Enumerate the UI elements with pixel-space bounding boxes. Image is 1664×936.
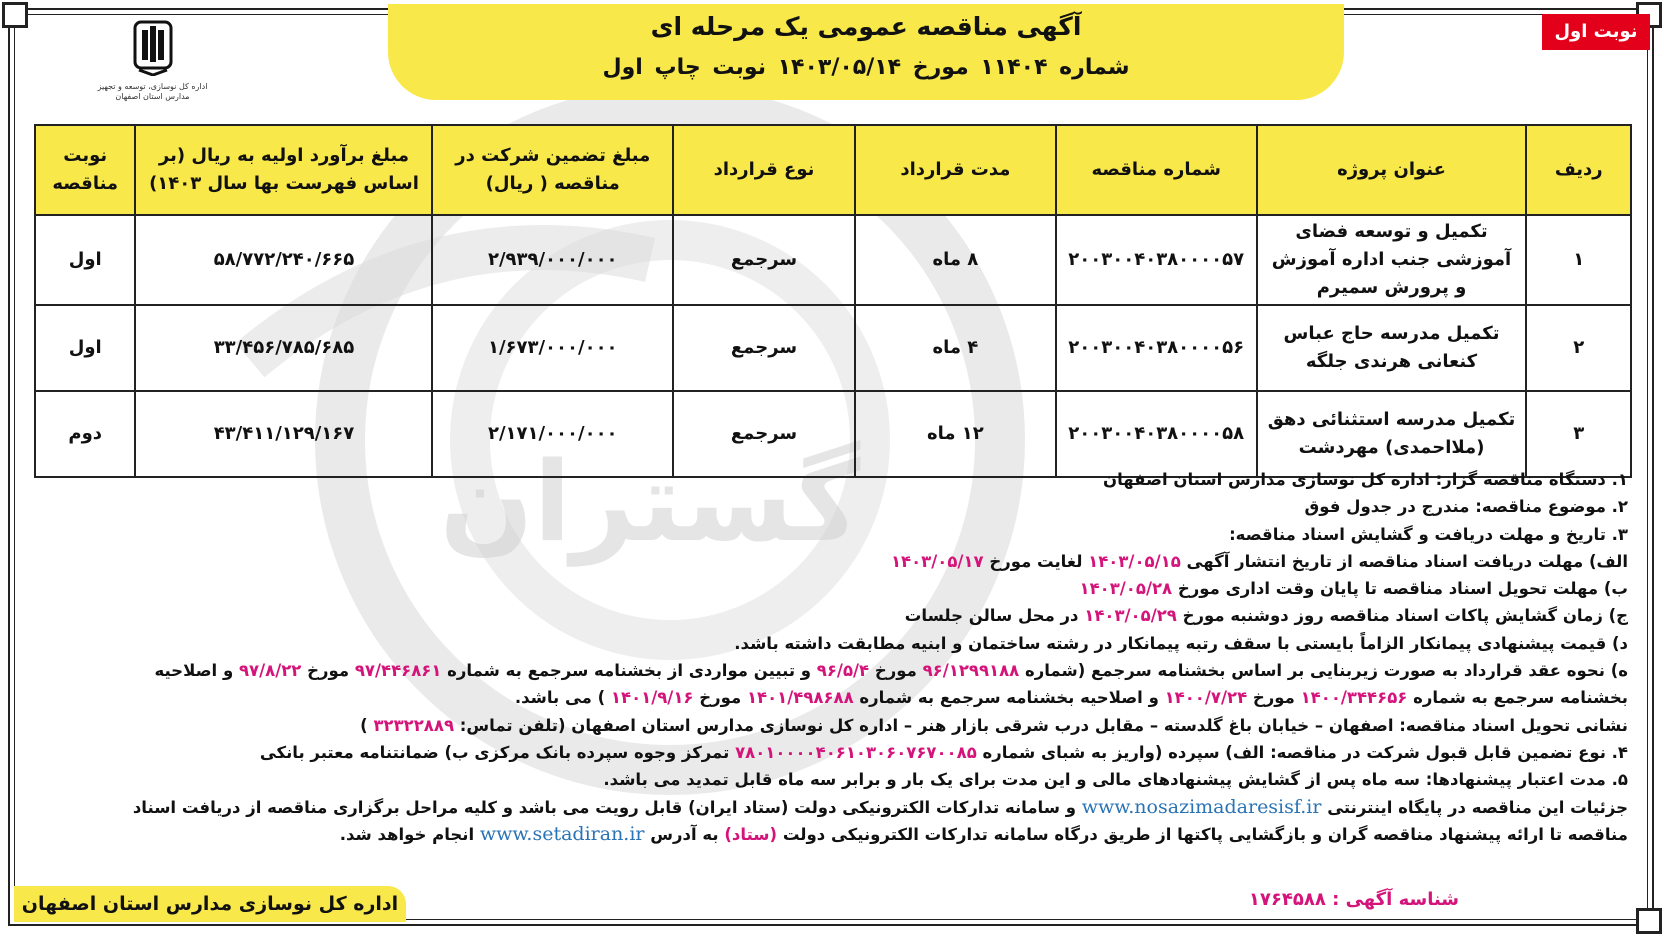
table-header-row: [35, 125, 1631, 215]
condition-price-limit: [36, 630, 1628, 657]
logo: [95, 18, 210, 118]
reference-number: ۱۴۰۱/۴۹۸۶۸۸: [746, 688, 854, 708]
condition-text: نشانی تحویل اسناد مناقصه: اصفهان – خیابان باغ گلدسته – مقابل درب شرقی بازار هنر – اداره کل نوسازی مدارس استان اصفهان (تلفن تماس:: [459, 715, 1628, 735]
cell-contract-type: سرجمع: [673, 215, 855, 305]
condition-text: و اصلاحیه: [154, 661, 234, 681]
setad-label: (ستاد): [724, 824, 778, 844]
header-guarantee: مبلغ تضمین شرکت در مناقصه ( ریال): [432, 125, 673, 215]
condition-text: لغایت مورخ: [989, 551, 1083, 571]
table-row: [35, 305, 1631, 391]
condition-guarantee-type: [36, 739, 1628, 766]
cell-guarantee: ۱/۶۷۳/۰۰۰/۰۰۰: [432, 305, 673, 391]
condition-contract-method: [36, 657, 1628, 684]
header-estimate: مبلغ برآورد اولیه به ریال (بر اساس فهرست بها سال ۱۴۰۳): [135, 125, 432, 215]
condition-text: ۴. نوع تضمین قابل قبول شرکت در مناقصه: الف) سپرده (واریز به شبای شماره: [982, 742, 1628, 762]
condition-text: مورخ: [874, 661, 917, 681]
condition-text: مناقصه تا ارائه پیشنهاد مناقصه گران و بازگشایی پاکتها از طریق درگاه سامانه تدارکات الکترونیکی دولت: [782, 824, 1628, 844]
date-value: ۱۴۰۳/۰۵/۲۸: [1079, 579, 1173, 599]
header-round: نوبت مناقصه: [35, 125, 135, 215]
condition-validity: [36, 766, 1628, 793]
reference-number: ۱۴۰۰/۳۴۴۶۵۶: [1300, 688, 1408, 708]
header-banner: [388, 4, 1344, 100]
condition-dates-heading: [36, 521, 1628, 548]
date-value: ۹۷/۸/۲۲: [238, 661, 302, 681]
cell-duration: ۸ ماه: [855, 215, 1056, 305]
cell-estimate: ۴۳/۴۱۱/۱۲۹/۱۶۷: [135, 391, 432, 477]
condition-text: و اصلاحیه بخشنامه سرجمع به شماره: [859, 688, 1159, 708]
condition-opening-time: [36, 602, 1628, 629]
cell-tender-number: ۲۰۰۳۰۰۴۰۳۸۰۰۰۰۵۷: [1056, 215, 1257, 305]
date-value: ۱۴۰۱/۹/۱۶: [610, 688, 694, 708]
watermark-text: گستران: [439, 438, 861, 566]
condition-text: و سامانه تدارکات الکترونیکی دولت (ستاد ایران) قابل رویت می باشد و کلیه مراحل برگزاری مناقصه از دریافت اسناد: [132, 797, 1076, 817]
condition-text: در محل سالن جلسات: [904, 606, 1079, 626]
ad-id-label: شناسه آگهی :: [1332, 889, 1459, 910]
tender-table: [34, 124, 1632, 478]
date-value: ۱۴۰۳/۰۵/۱۵: [1088, 551, 1181, 571]
condition-submit-deadline: [36, 575, 1628, 602]
condition-text: ج) زمان گشایش پاکات اسناد مناقصه روز دوشنبه مورخ: [1182, 606, 1628, 626]
ad-identifier: [1249, 889, 1459, 910]
table-row: [35, 391, 1631, 477]
cell-contract-type: سرجمع: [673, 391, 855, 477]
sheba-number: ۷۸۰۱۰۰۰۰۴۰۶۱۰۳۰۶۰۷۶۷۰۰۸۵: [735, 742, 977, 762]
condition-text: د) قیمت پیشنهادی پیمانکار الزاماً بایستی با سقف رتبه پیمانکار در رشته ساختمان و ابنیه مطابقت داشته باشد.: [734, 633, 1628, 653]
nosazi-website-link[interactable]: www.nosazimadaresisf.ir: [1081, 795, 1322, 818]
header-tender-number: شماره مناقصه: [1056, 125, 1257, 215]
cell-tender-number: ۲۰۰۳۰۰۴۰۳۸۰۰۰۰۵۶: [1056, 305, 1257, 391]
corner-ornament-bottom-right: [1636, 908, 1662, 934]
condition-text: ۳. تاریخ و مهلت دریافت و گشایش اسناد مناقصه:: [1229, 524, 1628, 544]
corner-ornament-top-left: [2, 2, 28, 28]
tender-number-line: شماره ۱۱۴۰۴ مورخ ۱۴۰۳/۰۵/۱۴ نوبت چاپ اول: [602, 55, 1130, 80]
table-row: [35, 215, 1631, 305]
cell-contract-type: سرجمع: [673, 305, 855, 391]
cell-duration: ۱۲ ماه: [855, 391, 1056, 477]
header-row-number: ردیف: [1526, 125, 1631, 215]
ad-id-value: ۱۷۶۴۵۸۸: [1248, 889, 1326, 910]
condition-setad-portal: [36, 821, 1628, 848]
cell-estimate: ۵۸/۷۷۲/۲۴۰/۶۶۵: [135, 215, 432, 305]
reference-number: ۹۶/۱۲۹۹۱۸۸: [922, 661, 1020, 681]
cell-row-number: ۱: [1526, 215, 1631, 305]
condition-text: تمرکز وجوه سپرده بانک مرکزی ب) ضمانتنامه معتبر بانکی: [259, 742, 730, 762]
condition-text: و تبیین مواردی از بخشنامه سرجمع به شماره: [447, 661, 812, 681]
cell-estimate: ۳۳/۴۵۶/۷۸۵/۶۸۵: [135, 305, 432, 391]
condition-subject: [36, 493, 1628, 520]
condition-text: مورخ: [307, 661, 350, 681]
condition-delivery-address: [36, 712, 1628, 739]
cell-project-title: تکمیل مدرسه استثنائی دهق (ملااحمدی) مهردشت: [1257, 391, 1527, 477]
cell-round: اول: [35, 215, 135, 305]
condition-text: ه) نحوه عقد قرارداد به صورت زیربنایی بر اساس بخشنامه سرجمع (شماره: [1025, 661, 1628, 681]
header-project-title: عنوان پروژه: [1257, 125, 1527, 215]
cell-guarantee: ۲/۹۳۹/۰۰۰/۰۰۰: [432, 215, 673, 305]
phone-number: ۳۲۳۲۲۸۸۹: [373, 715, 455, 735]
condition-text: ۲. موضوع مناقصه: مندرج در جدول فوق: [1304, 497, 1628, 517]
setad-website-link[interactable]: www.setadiran.ir: [479, 822, 645, 845]
condition-receive-deadline: [36, 548, 1628, 575]
cell-tender-number: ۲۰۰۳۰۰۴۰۳۸۰۰۰۰۵۸: [1056, 391, 1257, 477]
footer-organization: اداره کل نوسازی مدارس استان اصفهان: [14, 886, 406, 922]
condition-details-website: [36, 794, 1628, 821]
date-value: ۱۴۰۰/۷/۲۴: [1164, 688, 1248, 708]
date-value: ۹۶/۵/۴: [816, 661, 870, 681]
condition-text: ) می باشد.: [514, 688, 606, 708]
cell-row-number: ۲: [1526, 305, 1631, 391]
logo-caption: اداره کل نوسازی، توسعه و تجهیز مدارس استان اصفهان: [97, 82, 208, 101]
header-duration: مدت قرارداد: [855, 125, 1056, 215]
condition-text: مورخ: [1252, 688, 1295, 708]
condition-text: ۵. مدت اعتبار پیشنهادها: سه ماه پس از گشایش پیشنهادهای مالی و این مدت برای یک بار و برابر سه ماه قابل تمدید می باشد.: [603, 770, 1628, 790]
condition-text: مورخ: [699, 688, 742, 708]
cell-duration: ۴ ماه: [855, 305, 1056, 391]
tender-conditions: [36, 466, 1628, 848]
cell-round: دوم: [35, 391, 135, 477]
condition-text: ب) مهلت تحویل اسناد مناقصه تا پایان وقت اداری مورخ: [1177, 579, 1628, 599]
condition-organizer: [36, 466, 1628, 493]
date-value: ۱۴۰۳/۰۵/۱۷: [890, 551, 984, 571]
cell-project-title: تکمیل مدرسه حاج عباس کنعانی هرندی جلگه: [1257, 305, 1527, 391]
cell-round: اول: [35, 305, 135, 391]
condition-text: بخشنامه سرجمع به شماره: [1413, 688, 1628, 708]
condition-contract-method-cont: [36, 684, 1628, 711]
condition-text: به آدرس: [650, 824, 719, 844]
date-value: ۱۴۰۳/۰۵/۲۹: [1084, 606, 1177, 626]
condition-text: انجام خواهد شد.: [339, 824, 475, 844]
cell-project-title: تکمیل و توسعه فضای آموزشی جنب اداره آموزش و پرورش سمیرم: [1257, 215, 1527, 305]
organization-emblem-icon: [131, 18, 175, 76]
page-title: آگهی مناقصه عمومی یک مرحله ای: [650, 12, 1082, 41]
edition-badge: نوبت اول: [1542, 14, 1650, 50]
cell-guarantee: ۲/۱۷۱/۰۰۰/۰۰۰: [432, 391, 673, 477]
cell-row-number: ۳: [1526, 391, 1631, 477]
condition-text: الف) مهلت دریافت اسناد مناقصه از تاریخ انتشار آگهی: [1186, 551, 1628, 571]
condition-text: ): [360, 715, 368, 735]
condition-text: جزئیات این مناقصه در پایگاه اینترنتی: [1327, 797, 1628, 817]
condition-text: ۱. دستگاه مناقصه گزار: اداره کل نوسازی مدارس استان اصفهان: [1103, 470, 1628, 489]
reference-number: ۹۷/۴۴۶۸۶۱: [354, 661, 442, 681]
header-contract-type: نوع قرارداد: [673, 125, 855, 215]
